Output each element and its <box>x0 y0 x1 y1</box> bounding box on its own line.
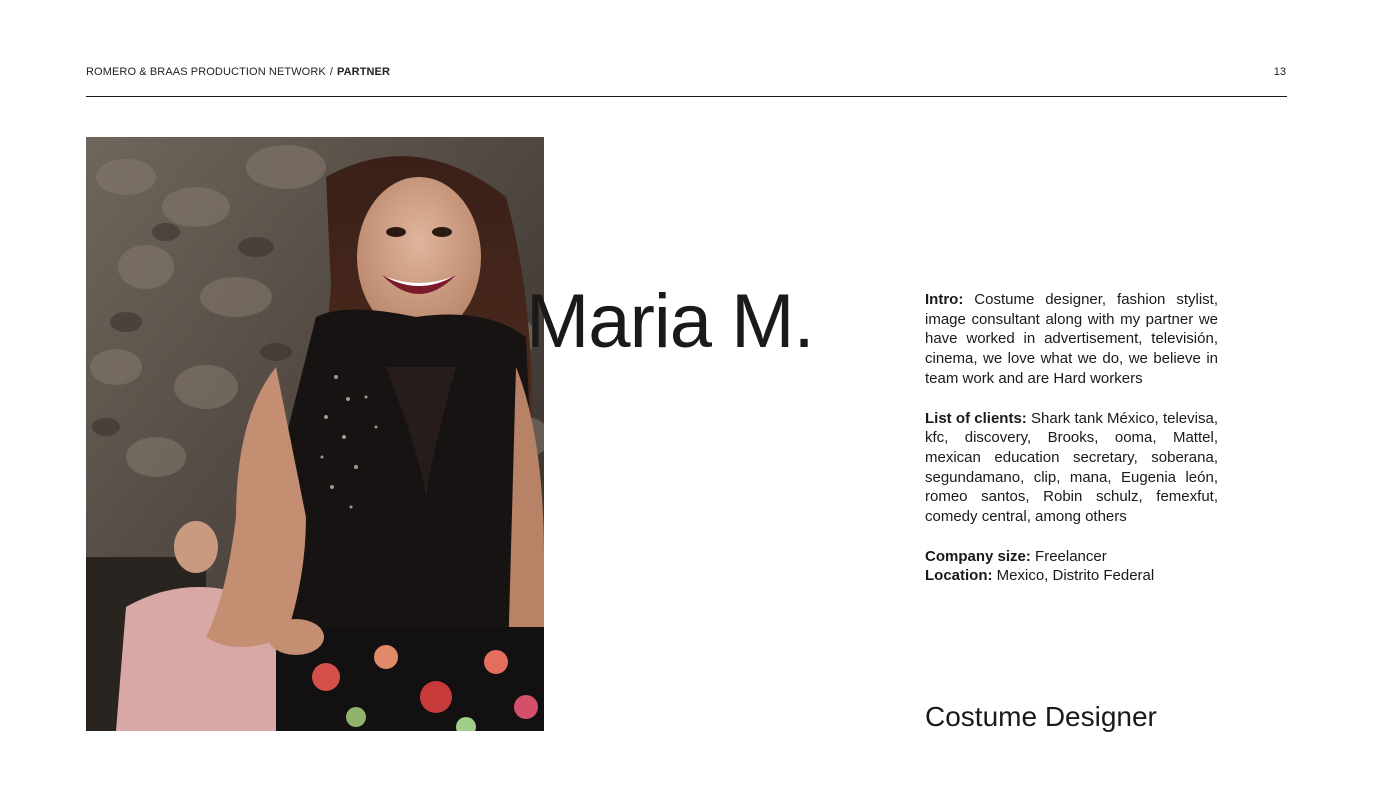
clients-paragraph <box>925 409 1218 527</box>
page-number: 13 <box>1273 66 1286 78</box>
header-divider <box>86 96 1287 97</box>
document-header <box>86 66 390 78</box>
paragraph-spacer <box>925 527 1218 547</box>
profile-role: Costume Designer <box>925 701 1157 732</box>
intro-text: Costume designer, fashion stylist, image consultant along with my partner we have worked in advertisement, televisión, cinema, we love what we do, we believe in team work and are Hard workers <box>925 291 1218 387</box>
location-label: Location: <box>925 567 993 585</box>
intro-label: Intro: <box>925 291 964 308</box>
company-size-value: Freelancer <box>1035 547 1107 565</box>
clients-label: List of clients: <box>925 409 1027 427</box>
paragraph-spacer <box>925 389 1218 409</box>
company-size-label: Company size: <box>925 547 1031 565</box>
location-value: Mexico, Distrito Federal <box>996 567 1155 585</box>
profile-photo-illustration <box>86 137 544 731</box>
profile-name: Maria M. <box>526 279 814 364</box>
section-name: PARTNER <box>336 66 391 78</box>
profile-details <box>925 290 1218 586</box>
network-name: ROMERO & BRAAS PRODUCTION NETWORK <box>86 66 326 78</box>
header-separator: / <box>329 66 333 78</box>
profile-photo <box>86 137 544 731</box>
company-size-line <box>925 547 1218 567</box>
location-line <box>925 566 1218 586</box>
clients-text: Shark tank México, televisa, kfc, discovery, Brooks, ooma, Mattel, mexican education secretary, soberana, segundamano, clip, mana, Eugenia león, romeo santos, Robin schulz, femexfut, comedy central, among others <box>925 409 1218 526</box>
intro-paragraph <box>925 290 1218 389</box>
